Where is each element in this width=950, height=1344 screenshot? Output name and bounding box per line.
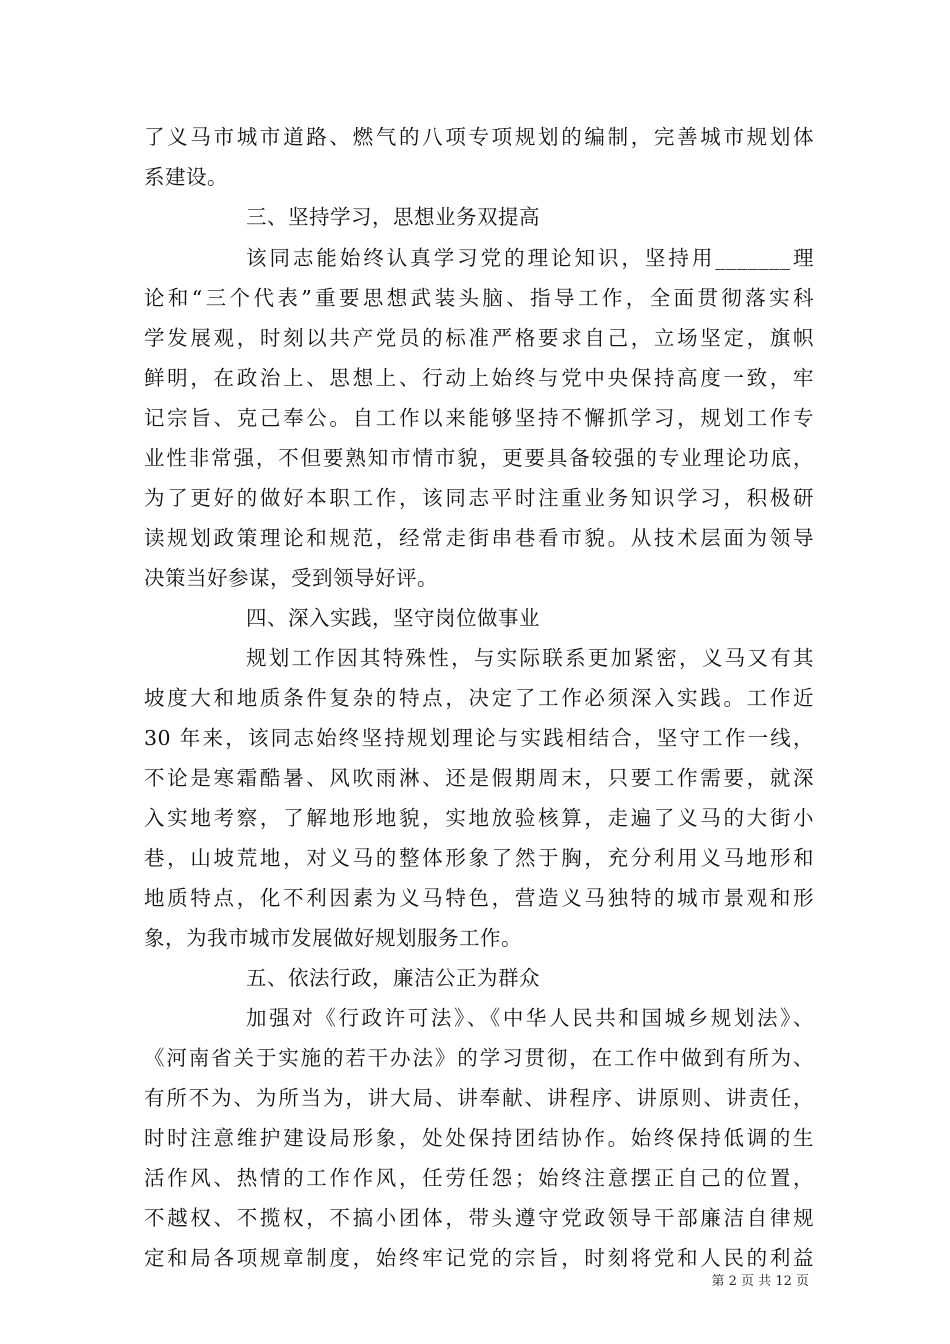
text-line: 巷，山坡荒地，对义马的整体形象了然于胸，充分利用义马地形和 (144, 846, 814, 870)
text-line: 坡度大和地质条件复杂的特点，决定了工作必须深入实践。工作近 (144, 686, 814, 710)
text-line: 入实地考察，了解地形地貌，实地放验核算，走遍了义马的大街小 (144, 806, 814, 830)
text-line: 加强对《行政许可法》、《中华人民共和国城乡规划法》、 (246, 1006, 814, 1030)
text-line: 30 年来，该同志始终坚持规划理论与实践相结合，坚守工作一线， (144, 726, 814, 750)
text-line: 业性非常强，不但要熟知市情市貌，更要具备较强的专业理论功底， (144, 446, 814, 470)
section-heading: 四、深入实践，坚守岗位做事业 (246, 606, 540, 630)
text-line: 读规划政策理论和规范，经常走街串巷看市貌。从技术层面为领导 (144, 526, 814, 550)
text-line: 系建设。 (144, 165, 228, 189)
text-line: 为了更好的做好本职工作，该同志平时注重业务知识学习，积极研 (144, 486, 814, 510)
page-number: 第 2 页 共 12 页 (711, 1274, 809, 1289)
text-line: 学发展观，时刻以共产党员的标准严格要求自己，立场坚定，旗帜 (144, 326, 814, 350)
text-line: 象，为我市城市发展做好规划服务工作。 (144, 926, 522, 950)
text-line: 不论是寒霜酷暑、风吹雨淋、还是假期周末，只要工作需要，就深 (144, 766, 814, 790)
section-heading: 三、坚持学习，思想业务双提高 (246, 205, 540, 229)
text-line: 《河南省关于实施的若干办法》的学习贯彻，在工作中做到有所为、 (144, 1046, 814, 1070)
text-line: 该同志能始终认真学习党的理论知识，坚持用_______理 (246, 246, 814, 270)
text-line: 规划工作因其特殊性，与实际联系更加紧密，义马又有其 (246, 646, 814, 670)
text-line: 定和局各项规章制度，始终牢记党的宗旨，时刻将党和人民的利益 (144, 1246, 814, 1270)
text-line: 了义马市城市道路、燃气的八项专项规划的编制，完善城市规划体 (144, 125, 814, 149)
text-line: 决策当好参谋，受到领导好评。 (144, 566, 438, 590)
section-heading: 五、依法行政，廉洁公正为群众 (246, 966, 540, 990)
text-line: 论和“三个代表”重要思想武装头脑、指导工作，全面贯彻落实科 (144, 286, 814, 310)
text-line: 记宗旨、克己奉公。自工作以来能够坚持不懈抓学习，规划工作专 (144, 406, 814, 430)
text-line: 鲜明，在政治上、思想上、行动上始终与党中央保持高度一致，牢 (144, 366, 814, 390)
text-line: 地质特点，化不利因素为义马特色，营造义马独特的城市景观和形 (144, 886, 814, 910)
text-line: 不越权、不揽权，不搞小团体，带头遵守党政领导干部廉洁自律规 (144, 1206, 814, 1230)
text-line: 时时注意维护建设局形象，处处保持团结协作。始终保持低调的生 (144, 1126, 814, 1150)
text-line: 有所不为、为所当为，讲大局、讲奉献、讲程序、讲原则、讲责任， (144, 1086, 814, 1110)
text-line: 活作风、热情的工作作风，任劳任怨；始终注意摆正自己的位置， (144, 1166, 814, 1190)
